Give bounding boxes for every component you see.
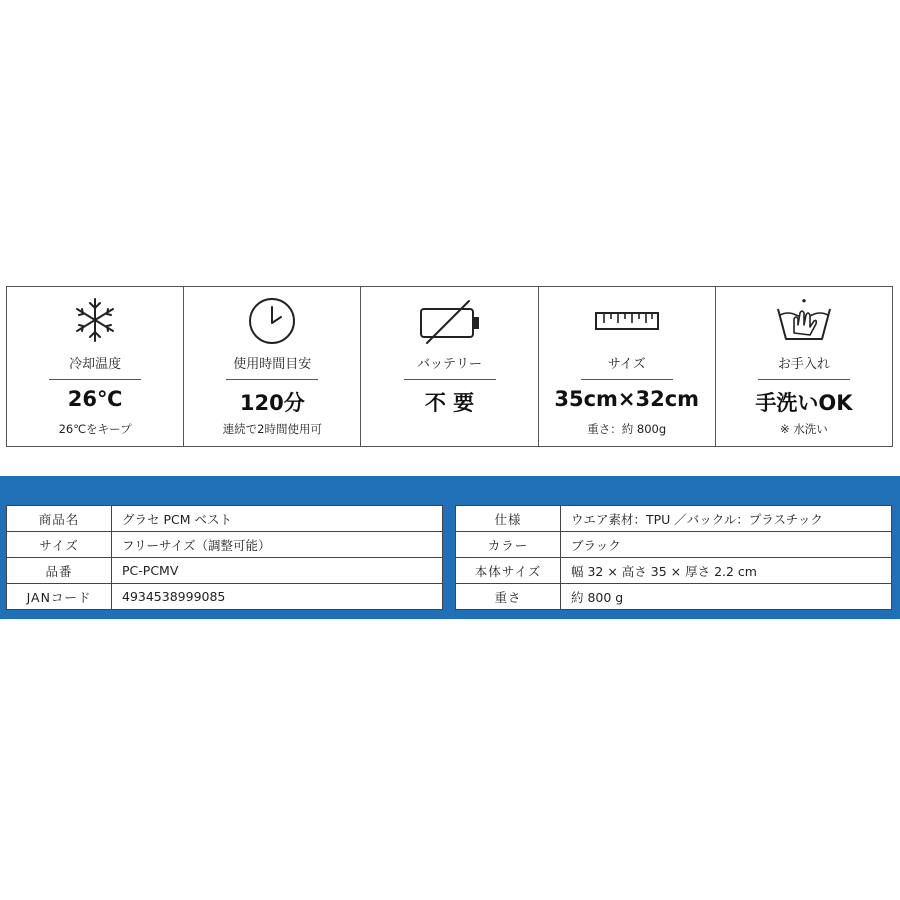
divider xyxy=(226,379,318,380)
feature-label: サイズ xyxy=(607,357,646,372)
spec-value: ウエア素材：TPU ／バックル：プラスチック xyxy=(561,506,892,532)
no-battery-icon xyxy=(410,295,490,345)
table-row xyxy=(456,558,892,584)
spec-key: 品番 xyxy=(7,558,112,584)
feature-label: 使用時間目安 xyxy=(233,357,312,372)
spec-key: 仕様 xyxy=(456,506,561,532)
feature-label: お手入れ xyxy=(777,357,830,372)
feature-usage-time xyxy=(184,287,361,446)
snowflake-icon xyxy=(55,295,135,345)
spec-key: JANコード xyxy=(7,584,112,610)
feature-label: 冷却温度 xyxy=(69,357,122,372)
feature-note: 連続で2時間使用可 xyxy=(222,422,322,436)
spec-key: 商品名 xyxy=(7,506,112,532)
feature-battery xyxy=(361,287,538,446)
feature-note: ※ 水洗い xyxy=(780,422,828,436)
divider xyxy=(404,379,496,380)
feature-panel xyxy=(6,286,893,447)
spec-table-right xyxy=(455,505,892,610)
spec-value: グラセ PCM ベスト xyxy=(112,506,443,532)
table-row xyxy=(7,584,443,610)
spec-key: サイズ xyxy=(7,532,112,558)
feature-cooling-temperature xyxy=(7,287,184,446)
spec-value: 4934538999085 xyxy=(112,584,443,610)
hand-wash-icon xyxy=(764,295,844,345)
spec-key: 本体サイズ xyxy=(456,558,561,584)
spec-value: 幅 32 × 高さ 35 × 厚さ 2.2 cm xyxy=(561,558,892,584)
ruler-icon xyxy=(587,295,667,345)
spec-value: フリーサイズ（調整可能） xyxy=(112,532,443,558)
feature-note: 26℃をキープ xyxy=(58,422,132,436)
divider xyxy=(758,379,850,380)
table-row xyxy=(456,532,892,558)
table-row xyxy=(456,506,892,532)
table-row xyxy=(7,558,443,584)
feature-value: 26℃ xyxy=(67,387,123,411)
divider xyxy=(581,379,673,380)
feature-value: 35cm×32cm xyxy=(554,387,700,411)
spec-value: 約 800 g xyxy=(561,584,892,610)
clock-icon xyxy=(232,295,312,345)
feature-size xyxy=(539,287,716,446)
table-row xyxy=(456,584,892,610)
table-row xyxy=(7,532,443,558)
feature-care xyxy=(716,287,892,446)
spec-value: PC-PCMV xyxy=(112,558,443,584)
spec-key: カラー xyxy=(456,532,561,558)
table-row xyxy=(7,506,443,532)
spec-key: 重さ xyxy=(456,584,561,610)
spec-value: ブラック xyxy=(561,532,892,558)
feature-note: 重さ：約 800g xyxy=(587,422,667,436)
feature-value: 不 要 xyxy=(424,391,475,415)
divider xyxy=(49,379,141,380)
feature-value: 120分 xyxy=(239,391,305,415)
spec-table-left xyxy=(6,505,443,610)
feature-value: 手洗いOK xyxy=(755,391,853,415)
feature-label: バッテリー xyxy=(417,357,483,372)
